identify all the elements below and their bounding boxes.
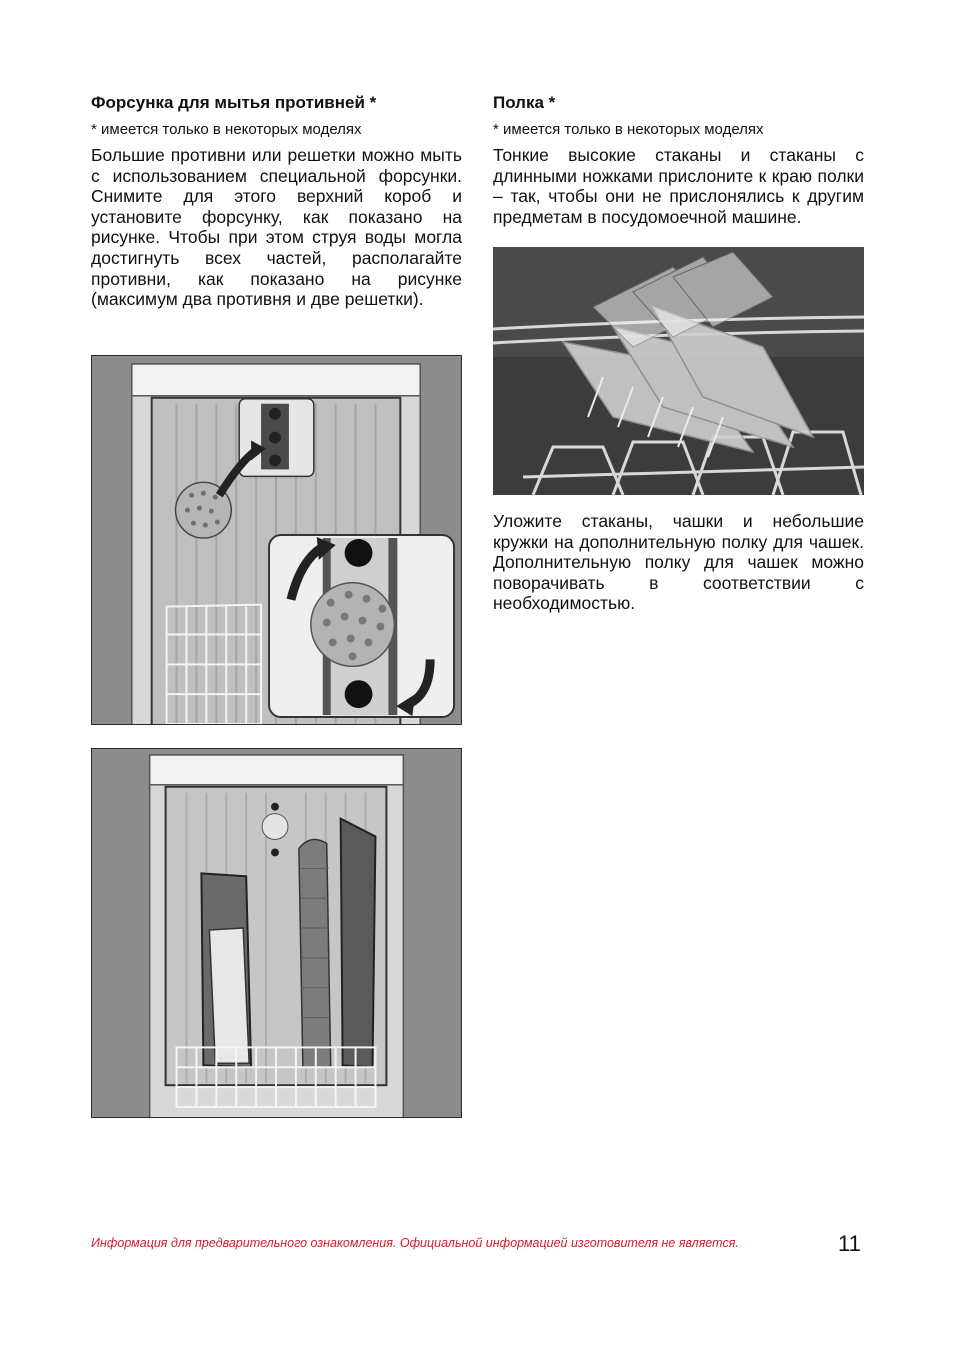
nozzle-installation-illustration bbox=[91, 355, 462, 725]
section-paragraph: Большие противни или решетки можно мыть с использованием специальной форсунки. Снимите для этого верхний короб и установите форсунку, как показано на рисунке. Чтобы при этом струя воды могла достигнуть всех частей, располагайте противни, как показано на рисунке (максимум два противня и две решетки). bbox=[91, 145, 462, 310]
section-title-shelf: Полка * bbox=[493, 93, 556, 112]
right-column bbox=[493, 92, 864, 227]
shelf-usage-text bbox=[493, 511, 864, 614]
disclaimer-note: Информация для предварительного ознакомления. Официальной информацией изготовителя не является. bbox=[91, 1236, 739, 1250]
trays-placement-illustration bbox=[91, 748, 462, 1118]
page-number: 11 bbox=[838, 1231, 861, 1256]
availability-note: * имеется только в некоторых моделях bbox=[493, 121, 764, 138]
availability-note: * имеется только в некоторых моделях bbox=[91, 121, 362, 138]
cup-shelf-photo bbox=[493, 247, 864, 495]
section-title-tray-nozzle: Форсунка для мытья противней * bbox=[91, 93, 377, 112]
left-column bbox=[91, 92, 462, 310]
section-paragraph: Уложите стаканы, чашки и небольшие кружки на дополнительную полку для чашек. Дополнительную полку для чашек можно поворачивать в соответствии с необходимостью. bbox=[493, 511, 864, 614]
section-paragraph: Тонкие высокие стаканы и стаканы с длинными ножками прислоните к краю полки – так, чтобы они не прислонялись к другим предметам в посудомоечной машине. bbox=[493, 145, 864, 227]
